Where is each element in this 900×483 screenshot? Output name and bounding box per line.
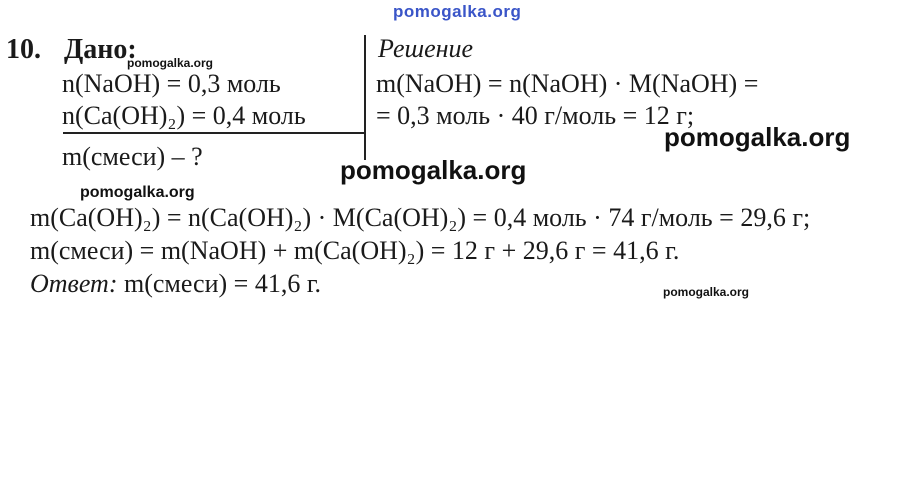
problem-number: 10. xyxy=(6,34,41,65)
solution-divider xyxy=(364,35,366,160)
solution-line-3: m(Ca(OH)₂) = n(Ca(OH)₂) · M(Ca(OH)₂) = 0,4 моль · 74 г/моль = 29,6 г; xyxy=(30,203,811,232)
find-line: m(смеси) – ? xyxy=(62,142,203,171)
solution-line-2: = 0,3 моль · 40 г/моль = 12 г; xyxy=(376,101,695,130)
solution-line-1: m(NaOH) = n(NaOH) · M(NaOH) = xyxy=(376,69,759,98)
solution-label: Решение xyxy=(378,34,474,63)
watermark-medium-left: pomogalka.org xyxy=(80,184,195,201)
answer-label: Ответ: xyxy=(30,269,118,298)
given-divider xyxy=(63,132,364,134)
watermark-top: pomogalka.org xyxy=(393,2,522,21)
given-label: Дано: xyxy=(64,34,137,65)
answer-value: m(смеси) = 41,6 г. xyxy=(123,269,322,298)
watermark-small-1: pomogalka.org xyxy=(127,56,214,70)
watermark-large-center: pomogalka.org xyxy=(340,155,527,185)
watermark-small-bottom-right: pomogalka.org xyxy=(663,285,750,299)
solution-line-4: m(смеси) = m(NaOH) + m(Ca(OH)₂) = 12 г + 29,6 г = 41,6 г. xyxy=(30,236,680,265)
given-line-naoh: n(NaOH) = 0,3 моль xyxy=(62,69,281,98)
given-line-caoh2: n(Ca(OH)₂) = 0,4 моль xyxy=(62,101,306,130)
answer-line xyxy=(30,271,321,297)
watermark-large-right: pomogalka.org xyxy=(664,122,851,152)
